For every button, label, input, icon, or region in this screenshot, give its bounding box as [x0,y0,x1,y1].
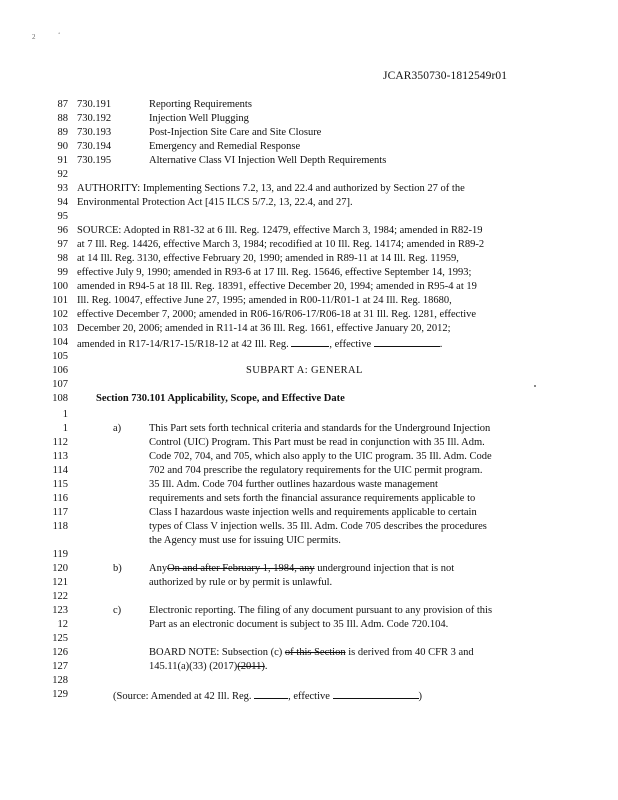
subsection-text: authorized by rule or by permit is unlawful. [149,577,333,588]
line-number: 105 [52,351,68,362]
line-number: 126 [52,647,68,658]
source-text: effective July 9, 1990; amended in R93-6 at 17 Ill. Reg. 15646, effective September 14, 1993; [77,267,472,278]
board-note-prefix: BOARD NOTE: Subsection (c) [149,647,285,658]
document-header-id: JCAR350730-1812549r01 [383,70,508,82]
line-number: 117 [52,507,68,518]
line-number: 90 [57,141,68,152]
line-number: 119 [52,549,68,560]
line-number: 91 [57,155,68,166]
line-number: 128 [52,675,68,686]
line-number: 103 [52,323,68,334]
subsection-text: Part as an electronic document is subject to 35 Ill. Adm. Code 720.104. [149,619,449,630]
scan-mark: 2 [32,33,36,41]
subsection-text: Control (UIC) Program. This Part must be read in conjunction with 35 Ill. Adm. [149,437,485,448]
source-text: Ill. Reg. 10047, effective June 27, 1995; amended in R00-11/R01-1 at 24 Ill. Reg. 18680, [77,295,452,306]
authority-text: AUTHORITY: Implementing Sections 7.2, 13, and 22.4 and authorized by Section 27 of the [77,183,465,194]
subsection-text-rest: underground injection that is not [314,563,455,574]
subsection-text: Code 702, 704, and 705, which also apply to the UIC program. 35 Ill. Adm. Code [149,451,492,462]
source-text: effective December 7, 2000; amended in R06-16/R06-17/R06-18 at 31 Ill. Reg. 1281, effective [77,309,477,320]
toc-section-title: Emergency and Remedial Response [149,141,301,152]
toc-section-title: Alternative Class VI Injection Well Depth Requirements [149,155,387,166]
line-number: 129 [52,689,68,700]
source-text [77,337,442,350]
line-number: 122 [52,591,68,602]
line-number: 98 [57,253,68,264]
subsection-text: Class I hazardous waste injection wells and requirements applicable to certain [149,507,477,518]
source-text: at 14 Ill. Reg. 3130, effective February 20, 1990; amended in R89-11 at 14 Ill. Reg. 11959, [77,253,459,264]
subsection-text: 702 and 704 prescribe the regulatory requirements for the UIC permit program. [149,465,483,476]
subsection-text: This Part sets forth technical criteria and standards for the Underground Injection [149,423,491,434]
subsection-label: a) [113,423,122,434]
line-number: 96 [57,225,68,236]
line-number: 93 [57,183,68,194]
section-heading: Section 730.101 Applicability, Scope, and Effective Date [96,393,345,404]
toc-section-number: 730.195 [77,155,112,166]
board-note-text [149,661,268,672]
subsection-label: c) [113,605,122,616]
closing-source-line [113,689,422,702]
struck-text: of this Section [284,647,346,658]
line-number: 104 [52,337,68,348]
line-number: 95 [57,211,68,222]
closing-paren: ) [418,691,423,702]
subsection-text: requirements and sets forth the financial assurance requirements applicable to [149,493,476,504]
scan-mark: ‘ [58,31,61,39]
struck-text: (2011) [237,661,265,672]
toc-section-number: 730.191 [77,99,112,110]
line-number: 108 [52,393,68,404]
line-number: 120 [52,563,68,574]
toc-section-title: Injection Well Plugging [149,113,249,124]
blank-reg-volume [254,689,288,699]
board-note-citation: 145.11(a)(33) (2017) [149,661,238,672]
authority-text: Environmental Protection Act [415 ILCS 5/7.2, 13, 22.4, and 27]. [77,197,353,208]
line-number: 12 [57,619,68,630]
line-number: 123 [52,605,68,616]
line-number: 1 [62,423,68,434]
line-number: 87 [57,99,68,110]
line-number: 99 [57,267,68,278]
line-number: 1 [62,409,68,420]
board-note-text [149,647,474,658]
subsection-text: the Agency must use for issuing UIC permits. [149,535,341,546]
line-number: 92 [57,169,68,180]
subsection-label: b) [113,563,122,574]
line-number: 112 [52,437,68,448]
inserted-text: Any [149,563,168,574]
source-text: December 20, 2006; amended in R11-14 at 36 Ill. Reg. 1661, effective January 20, 2012; [77,323,451,334]
source-text-last: amended in R17-14/R17-15/R18-12 at 42 Ill. Reg. [77,339,292,350]
toc-section-title: Post-Injection Site Care and Site Closure [149,127,322,138]
line-number: 89 [57,127,68,138]
line-number: 115 [52,479,68,490]
source-effective-word: , effective [329,339,374,350]
line-number: 97 [57,239,68,250]
line-number: 127 [52,661,68,672]
board-note-period: . [264,661,268,672]
blank-effective-date [374,337,440,347]
source-text: at 7 Ill. Reg. 14426, effective March 3, 1984; recodified at 10 Ill. Reg. 14174; amended in R89-2 [77,239,485,250]
line-number: 118 [52,521,68,532]
line-number: 102 [52,309,68,320]
source-text: SOURCE: Adopted in R81-32 at 6 Ill. Reg. 12479, effective March 3, 1984; amended in R82-19 [77,225,483,236]
subpart-heading: SUBPART A: GENERAL [246,365,363,376]
toc-section-title: Reporting Requirements [149,99,252,110]
subsection-text: types of Class V injection wells. 35 Ill. Adm. Code 705 describes the procedures [149,521,487,532]
source-text: amended in R94-5 at 18 Ill. Reg. 18391, effective December 20, 1994; amended in R95-4 at 19 [77,281,477,292]
line-number: 114 [52,465,68,476]
subsection-text [149,563,454,574]
scan-speck [534,385,536,387]
blank-effective-date [333,689,419,699]
toc-section-number: 730.194 [77,141,112,152]
line-number: 88 [57,113,68,124]
line-number: 121 [52,577,68,588]
closing-source-prefix: (Source: Amended at 42 Ill. Reg. [113,691,255,702]
struck-text: On and after February 1, 1984, any [167,563,315,574]
line-number: 125 [52,633,68,644]
toc-section-number: 730.193 [77,127,112,138]
source-period: . [439,339,443,350]
line-number: 101 [52,295,68,306]
line-number: 100 [52,281,68,292]
toc-section-number: 730.192 [77,113,112,124]
subsection-text: Electronic reporting. The filing of any document pursuant to any provision of this [149,605,493,616]
blank-reg-volume [291,337,329,347]
line-number: 113 [52,451,68,462]
line-number: 107 [52,379,68,390]
subsection-text: 35 Ill. Adm. Code 704 further outlines hazardous waste management [149,479,438,490]
line-number: 94 [57,197,68,208]
line-number: 106 [52,365,68,376]
board-note-rest: is derived from 40 CFR 3 and [345,647,474,658]
line-number: 116 [52,493,68,504]
closing-effective-word: , effective [288,691,333,702]
